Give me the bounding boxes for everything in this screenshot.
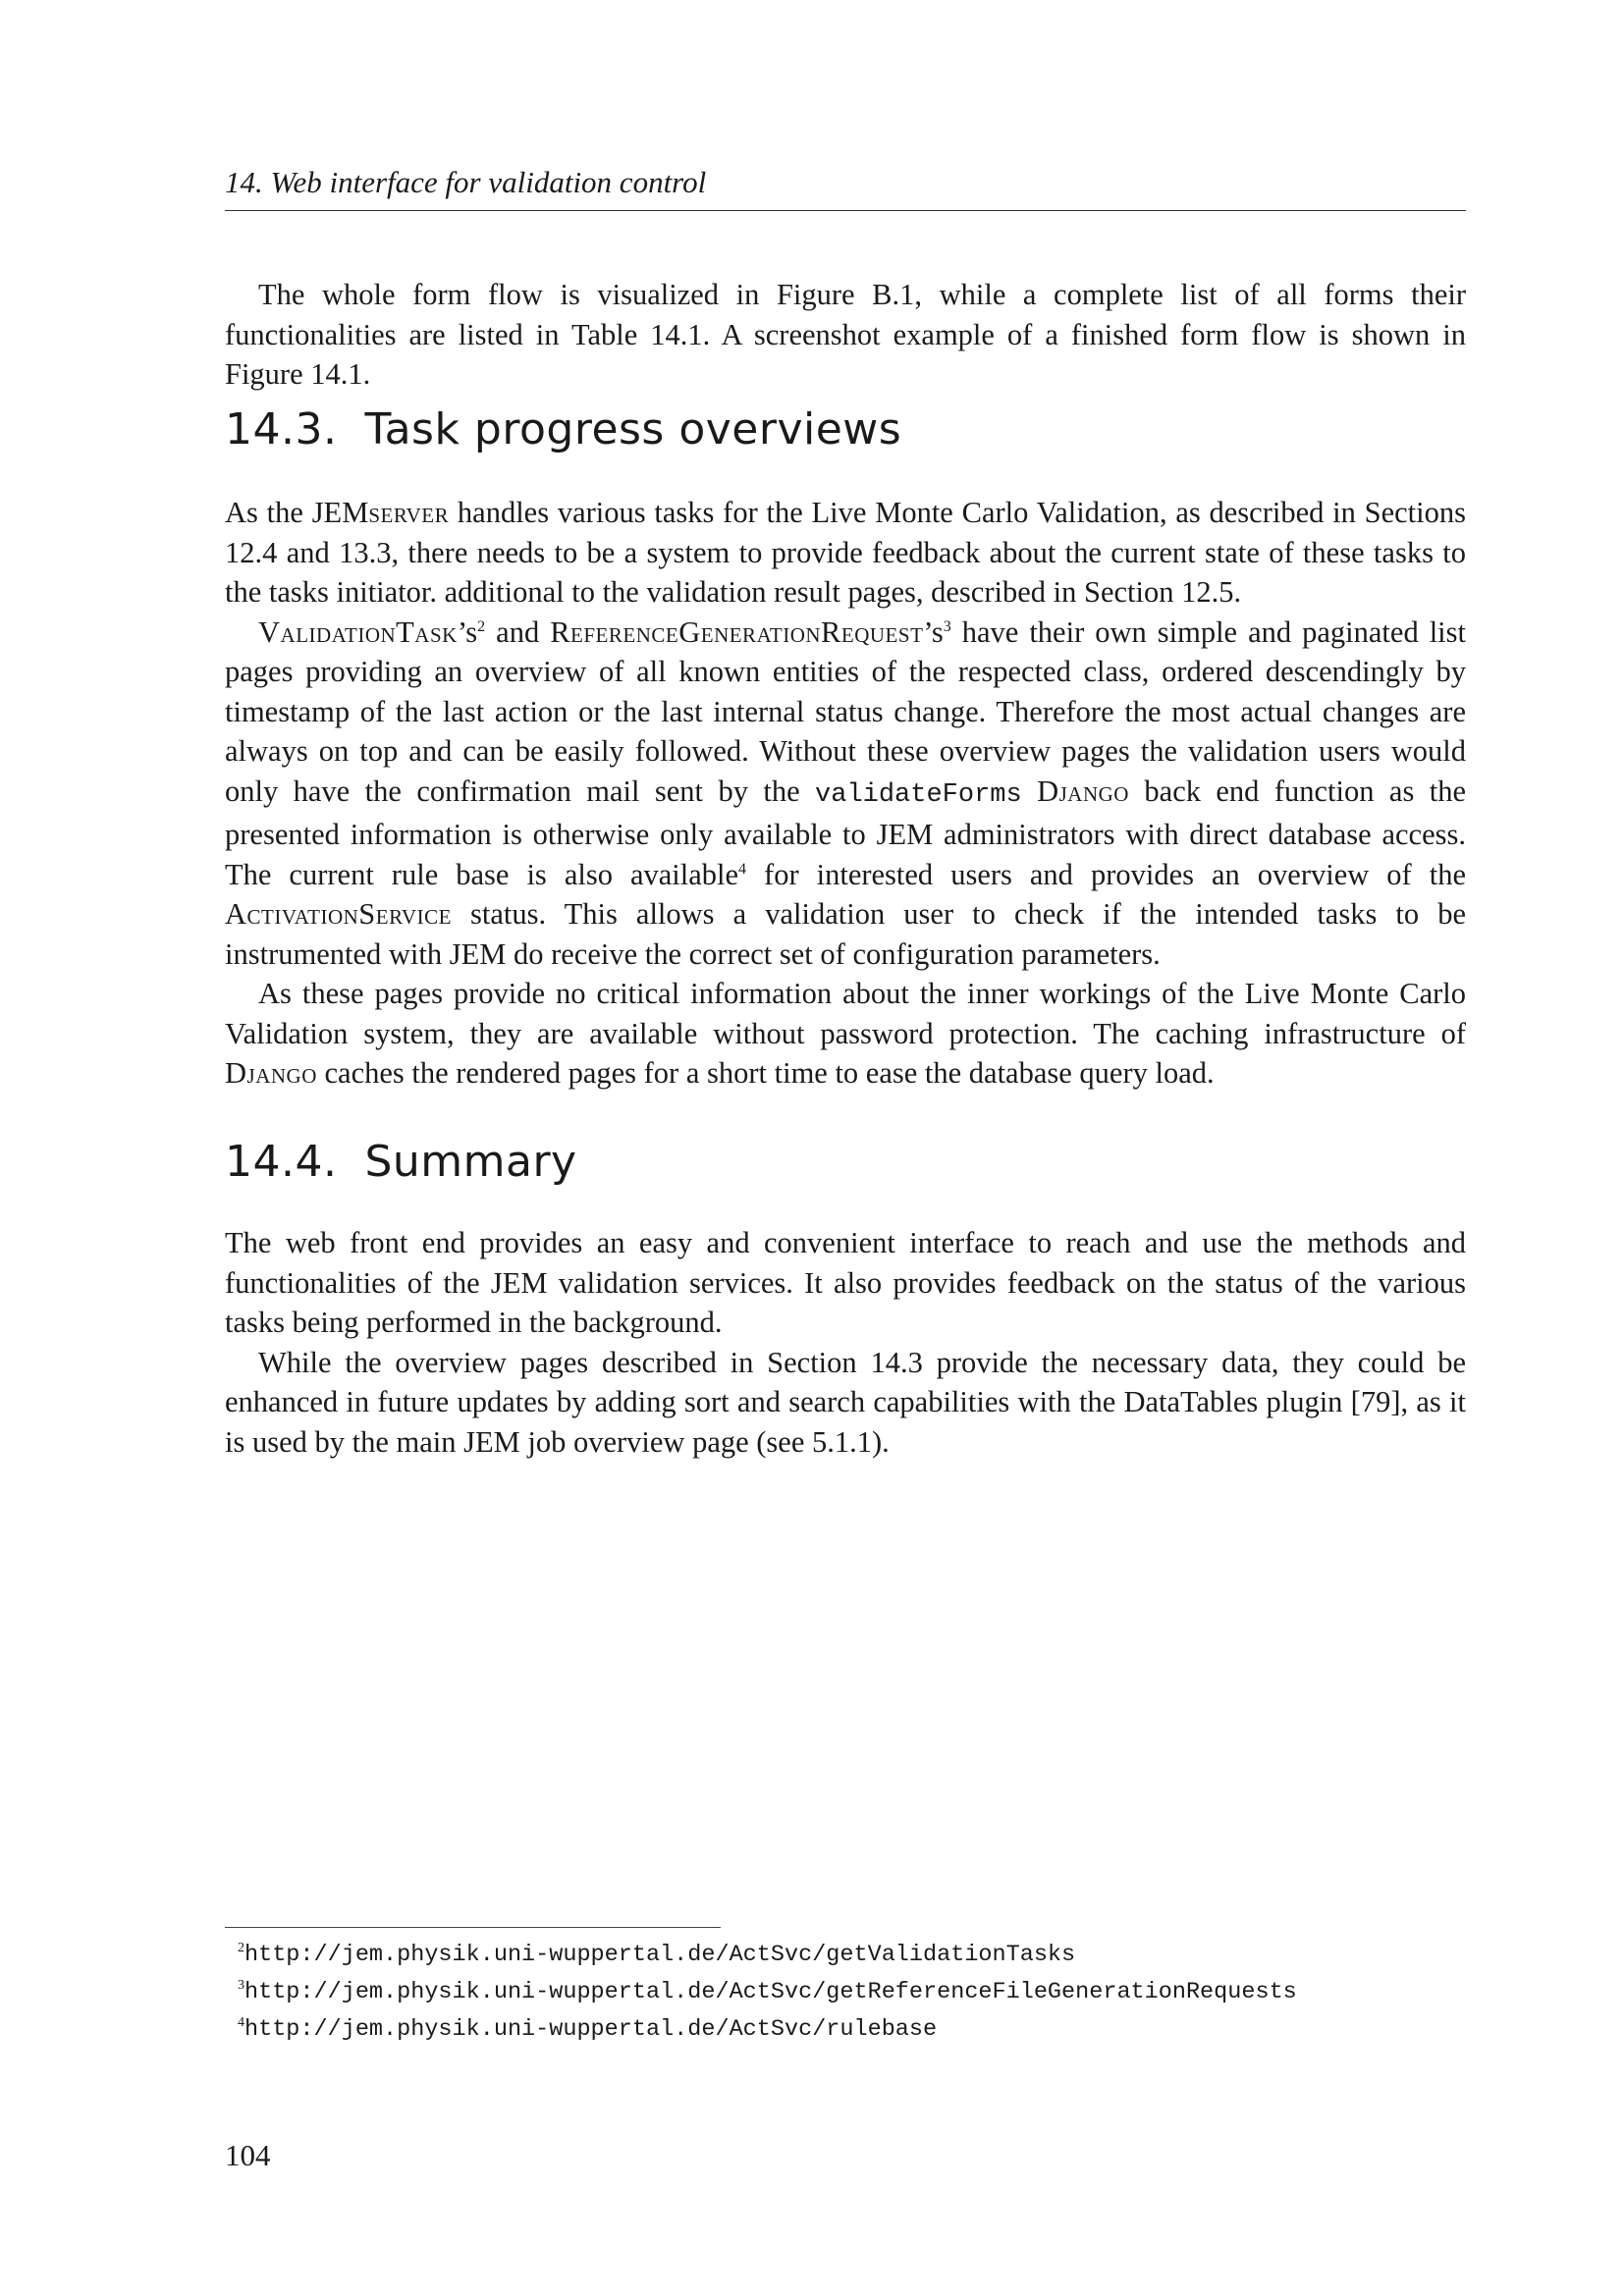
text-run: have their own simple and paginated list pages providing an overview of all known entities of the respected class, ordered descendingly by timestamp of the last action or the last internal status change. Therefore the most actual changes are always on top and can be easily followed. Without these overview pages the validation users would only have the confirmation mail sent by the <box>225 614 1466 808</box>
footnote-number: 3 <box>238 1978 244 1993</box>
small-caps-term: server <box>368 496 450 529</box>
section-number: 14.4. <box>225 1137 338 1187</box>
text-run: for interested users and provides an overview of the <box>746 857 1466 891</box>
section-14-3-paragraph-3 <box>225 974 1466 1094</box>
section-14-3-paragraph-2 <box>225 613 1466 975</box>
text-run <box>1022 774 1037 808</box>
small-caps-term: Django <box>1037 774 1129 808</box>
footnote-rule <box>225 1927 721 1928</box>
text-run: back end function as the presented information is otherwise only available to JEM administrators with direct database access. The current rule base is also available <box>225 774 1466 891</box>
section-title: Task progress overviews <box>364 404 902 454</box>
footnote-number: 2 <box>238 1941 244 1955</box>
inline-code: validateForms <box>815 779 1022 810</box>
text-run: caches the rendered pages for a short time to ease the database query load. <box>316 1056 1215 1090</box>
section-heading-14-4 <box>225 1137 577 1187</box>
footnote-item <box>238 1937 1297 1974</box>
section-14-4-paragraph-1: The web front end provides an easy and convenient interface to reach and use the methods and functionalities of the JEM validation services. It also provides feedback on the status of the various tasks being performed in the background. <box>225 1226 1466 1339</box>
section-14-4-paragraph-2: While the overview pages described in Section 14.3 provide the necessary data, they could be enhanced in future updates by adding sort and search capabilities with the DataTables plugin [79], as it is used by the main JEM job overview page (see 5.1.1). <box>225 1345 1466 1459</box>
footnote-url: http://jem.physik.uni-wuppertal.de/ActSvc/getReferenceFileGenerationRequests <box>244 1979 1297 2005</box>
footnote-marker: 3 <box>943 617 951 635</box>
section-14-3-paragraph-1 <box>225 493 1466 613</box>
footnote-item <box>238 1974 1297 2011</box>
footnote-item <box>238 2011 1297 2049</box>
small-caps-term: ValidationTask <box>258 614 458 649</box>
footnote-url: http://jem.physik.uni-wuppertal.de/ActSvc/getValidationTasks <box>244 1942 1076 1968</box>
footnote-marker: 2 <box>477 617 486 635</box>
section-title: Summary <box>364 1137 577 1187</box>
section-number: 14.3. <box>225 404 338 454</box>
small-caps-term: Django <box>225 1056 317 1090</box>
page-number: 104 <box>225 2138 271 2172</box>
running-head: 14. Web interface for validation control <box>225 165 1466 211</box>
section-14-4-body <box>225 1223 1466 1462</box>
footnote-url: http://jem.physik.uni-wuppertal.de/ActSvc/rulebase <box>244 2016 938 2043</box>
text-run: ’s <box>923 614 944 649</box>
footnote-number: 4 <box>238 2015 244 2030</box>
text-run: ’s <box>457 614 478 649</box>
small-caps-term: ActivationService <box>225 897 452 931</box>
text-run: As these pages provide no critical information about the inner workings of the Live Monte Carlo Validation system, they are available without password protection. The caching infrastructure of <box>225 977 1466 1050</box>
intro-paragraph: The whole form flow is visualized in Figure B.1, while a complete list of all forms their functionalities are listed in Table 14.1. A screenshot example of a finished form flow is shown in Figure 14.1. <box>225 278 1466 391</box>
section-heading-14-3 <box>225 404 901 454</box>
small-caps-term: ReferenceGenerationRequest <box>550 614 924 649</box>
text-run: As the JEM <box>225 496 369 529</box>
footnotes <box>238 1937 1297 2049</box>
text-run: status. This allows a validation user to check if the intended tasks to be instrumented with JEM do receive the correct set of configuration parameters. <box>225 897 1466 971</box>
section-14-3-body <box>225 493 1466 1094</box>
intro-block <box>225 275 1466 395</box>
footnote-marker: 4 <box>738 860 747 878</box>
text-run: handles various tasks for the Live Monte Carlo Validation, as described in Sections 12.4 and 13.3, there needs to be a system to provide feedback about the current state of these tasks to the tasks initiator. additional to the validation result pages, described in Section 12.5. <box>225 496 1466 609</box>
text-run: and <box>485 614 551 649</box>
